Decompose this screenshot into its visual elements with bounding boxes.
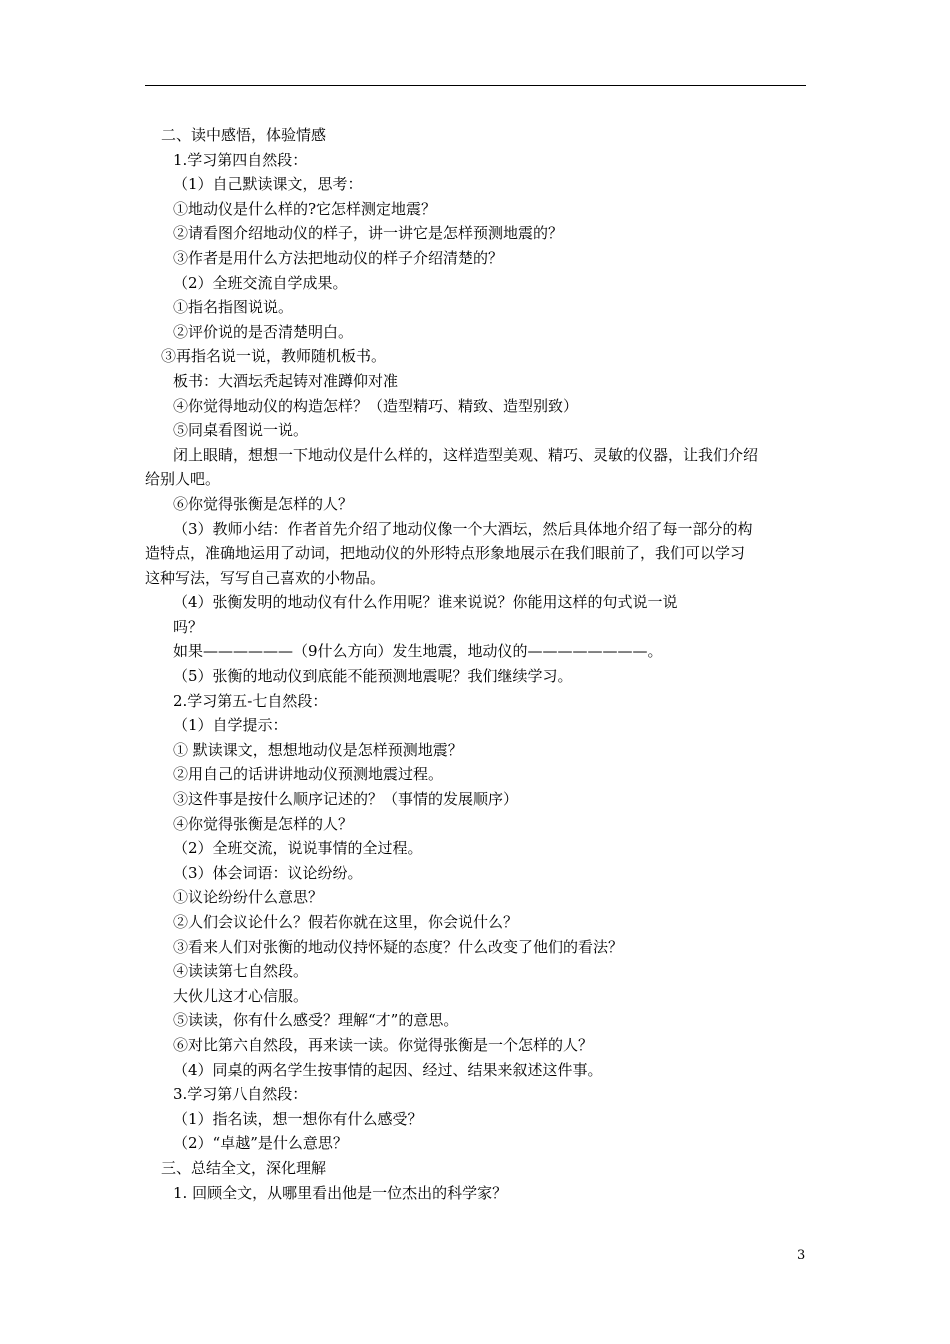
text-line: ③再指名说一说，教师随机板书。: [161, 347, 387, 366]
text-line: 闭上眼睛，想想一下地动仪是什么样的，这样造型美观、精巧、灵敏的仪器，让我们介绍: [173, 445, 759, 464]
text-line: 二、读中感悟，体验情感: [161, 126, 327, 144]
text-line: ③作者是用什么方法把地动仪的样子介绍清楚的？: [173, 248, 504, 267]
text-line: ① 默读课文，想想地动仪是怎样预测地震？: [173, 740, 463, 759]
text-line: （4）同桌的两名学生按事情的起因、经过、结果来叙述这件事。: [173, 1060, 603, 1079]
text-line: 如果——————（9什么方向）发生地震，地动仪的————————。: [173, 642, 663, 661]
text-line: ③这件事是按什么顺序记述的？（事情的发展顺序）: [173, 790, 519, 809]
text-line: （4）张衡发明的地动仪有什么作用呢？谁来说说？你能用这样的句式说一说: [173, 593, 678, 612]
text-line: ⑥你觉得张衡是怎样的人？: [173, 494, 354, 513]
text-line: ④你觉得地动仪的构造怎样？（造型精巧、精致、造型别致）: [173, 396, 579, 415]
page-number: 3: [797, 1248, 806, 1263]
text-line: （2）“卓越”是什么意思？: [173, 1134, 348, 1153]
text-line: ④读读第七自然段。: [173, 962, 309, 981]
text-line: 板书：大酒坛秃起铸对准蹲仰对准: [173, 371, 399, 390]
text-line: （1）自学提示：: [173, 716, 288, 735]
text-line: ③看来人们对张衡的地动仪持怀疑的态度？什么改变了他们的看法？: [173, 937, 624, 956]
text-line: ①地动仪是什么样的?它怎样测定地震？: [173, 199, 437, 218]
text-line: （5）张衡的地动仪到底能不能预测地震呢？我们继续学习。: [173, 667, 573, 686]
body-text: [145, 123, 806, 1205]
text-line: 1. 回顾全文，从哪里看出他是一位杰出的科学家？: [173, 1183, 508, 1202]
text-line: （3）教师小结：作者首先介绍了地动仪像一个大酒坛，然后具体地介绍了每一部分的构: [173, 519, 753, 538]
text-line: 1.学习第四自然段：: [173, 150, 308, 169]
text-line: ②用自己的话讲讲地动仪预测地震过程。: [173, 765, 444, 784]
text-line: ⑥对比第六自然段，再来读一读。你觉得张衡是一个怎样的人？: [173, 1035, 594, 1054]
header-rule: [145, 85, 806, 86]
text-line: 2.学习第五-七自然段：: [173, 691, 328, 710]
text-line: 这种写法，写写自己喜欢的小物品。: [145, 568, 386, 587]
text-line: （2）全班交流，说说事情的全过程。: [173, 839, 423, 858]
text-line: 大伙儿这才心信服。: [173, 986, 309, 1005]
text-line: ②请看图介绍地动仪的样子，讲一讲它是怎样预测地震的？: [173, 224, 564, 243]
text-line: （1）指名读，想一想你有什么感受？: [173, 1109, 423, 1128]
text-line: ⑤同桌看图说一说。: [173, 421, 309, 440]
text-line: （2）全班交流自学成果。: [173, 273, 348, 292]
text-line: 三、总结全文，深化理解: [161, 1158, 327, 1177]
text-line: （1）自己默读课文，思考：: [173, 175, 363, 194]
text-line: ②评价说的是否清楚明白。: [173, 322, 354, 341]
text-line: ④你觉得张衡是怎样的人？: [173, 814, 354, 833]
text-line: ⑤读读，你有什么感受？理解“才”的意思。: [173, 1011, 459, 1030]
text-line: ①议论纷纷什么意思？: [173, 888, 324, 907]
text-line: 3.学习第八自然段：: [173, 1085, 308, 1104]
text-line: 给别人吧。: [145, 470, 221, 489]
text-line: （3）体会词语：议论纷纷。: [173, 863, 363, 882]
text-line: 造特点，准确地运用了动词，把地动仪的外形特点形象地展示在我们眼前了，我们可以学习: [145, 544, 746, 563]
text-line: ①指名指图说说。: [173, 298, 294, 317]
text-line: ②人们会议论什么？假若你就在这里，你会说什么？: [173, 913, 519, 931]
text-line: 吗？: [173, 617, 204, 636]
